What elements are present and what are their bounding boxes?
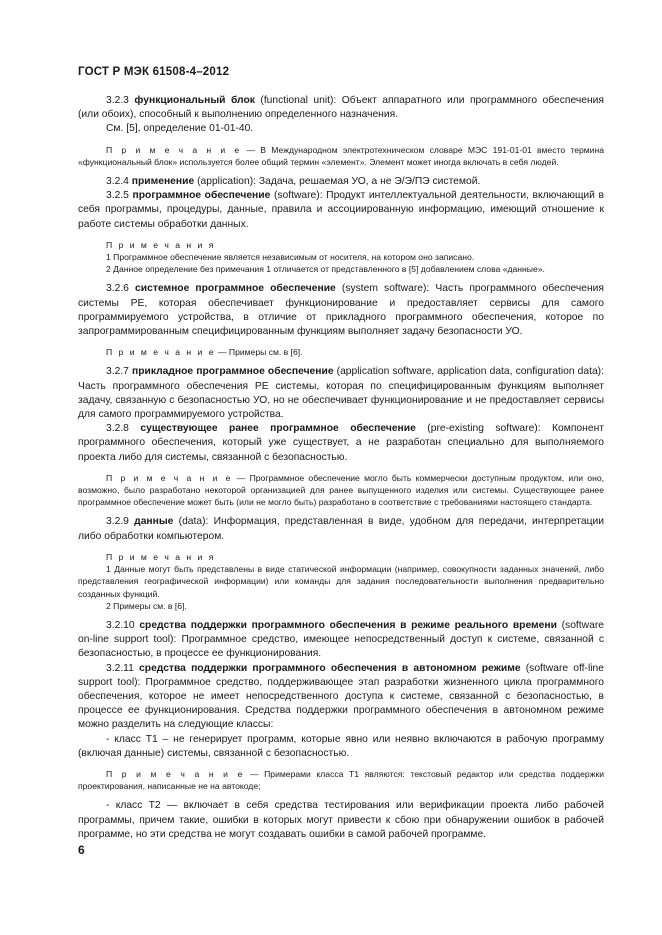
term: системное программное обеспечение (135, 283, 336, 295)
definition-text: (data): Информация, представленная в виде, удобном для передачи, интерпретации либо обработки компьютером. (78, 516, 604, 542)
definition-text: (software): Продукт интеллектуальной деятельности, включающий в себя программы, процедуры, данные, правила и ассоциированную информацию, имеющий отношение к работе системы обработки данных. (78, 190, 604, 230)
definition-3-2-4 (78, 175, 604, 189)
note (78, 346, 604, 358)
definition-text: (functional unit): Объект аппаратного или программного обеспечения (или обоих), способный к выполнению определенного назначения. (78, 95, 604, 121)
definition-3-2-11 (78, 662, 604, 733)
note-text: — Программное обеспечение могло быть коммерчески доступным продуктом, или оно, возможно, было разработано некоторой организацией для ранее выпущенного изделия или системы. Существующее ранее программное обеспечение может быть (или не могло быть) разработано в соответствие с требованиями настоящего стандарта. (78, 472, 605, 508)
note-label: П р и м е ч а н и е (106, 472, 233, 483)
note-2: 2 Примеры см. в [6]. (106, 600, 187, 611)
definition-3-2-3 (78, 94, 604, 122)
notes-label-text: П р и м е ч а н и я (106, 551, 216, 562)
note (78, 768, 604, 792)
clause-number: 3.2.8 (106, 423, 129, 435)
clause-number: 3.2.10 (106, 619, 135, 631)
clause-number: 3.2.6 (106, 283, 129, 295)
note-1: 1 Программное обеспечение является независимым от носителя, на котором оно записано. (106, 252, 475, 263)
definition-3-2-10 (78, 619, 604, 662)
list-item-t2: - класс Т2 — включает в себя средства тестирования или верификации проекта либо рабочей программы, причем такие, ошибки в которых могут привести к сбою при обнаружении ошибок в рабочей программе, но эти средства не могут создавать ошибки в самой рабочей программе. (78, 800, 604, 840)
clause-number: 3.2.3 (106, 95, 129, 106)
notes-label (78, 239, 604, 251)
definition-3-2-5 (78, 189, 604, 232)
list-item-t1: - класс Т1 – не генерирует программ, которые явно или неявно включаются в рабочую программу (включая данные) системы, связанной с безопасностью. (78, 733, 604, 759)
clause-number: 3.2.7 (106, 366, 129, 378)
note-text: — Примерами класса Т1 являются: текстовый редактор или средства поддержки проектирования, написанные не на автокоде; (78, 768, 604, 792)
definition-3-2-6 (78, 282, 604, 339)
term: программное обеспечение (132, 190, 271, 202)
definition-3-2-7 (78, 365, 604, 422)
clause-number: 3.2.9 (106, 516, 129, 528)
definition-text: (software off-line support tool): Программное средство, поддерживающее этап разработки жизненного цикла программного обеспечения, которое не имеет непосредственного доступа к системе, связанной с безопасностью, в процессе ее функционирования. Средства поддержки программного обеспечения в автономном режиме можно разделить на следующие классы: (78, 662, 604, 731)
notes-label (78, 551, 604, 563)
note-label: П р и м е ч а н и е (106, 768, 245, 779)
term: данные (134, 516, 174, 528)
definition-text: (application): Задача, решаемая УО, а не Э/Э/ПЭ системой. (197, 176, 481, 188)
term: средства поддержки программного обеспечения в автономном режиме (139, 662, 521, 674)
term: существующее ранее программное обеспечение (140, 423, 416, 435)
note-text: — Примеры см. в [6]. (217, 347, 303, 358)
term: средства поддержки программного обеспечения в режиме реального времени (139, 619, 557, 631)
clause-number: 3.2.4 (106, 176, 129, 188)
page-number: 6 (78, 843, 85, 857)
clause-number: 3.2.5 (106, 190, 129, 202)
definition-3-2-9 (78, 515, 604, 543)
note-2: 2 Данное определение без примечания 1 отличается от представленного в [5] добавлением слова «данные». (106, 264, 545, 275)
note-label: П р и м е ч а н и е (106, 347, 216, 358)
definition-3-2-8 (78, 422, 604, 465)
term: применение (131, 176, 195, 188)
definition-text: (system software): Часть программного обеспечения системы PE, которая обеспечивает функционирование и предоставляет сервисы для самого программируемого устройства, в отличие от прикладного программного обеспечения, которое по запрограммированным специфицированным функциям выполняет задачу безопасности УО. (78, 283, 604, 338)
notes-label-text: П р и м е ч а н и я (106, 239, 216, 250)
note-text: — В Международном электротехническом словаре МЭС 191-01-01 вместо термина «функциональный блок» используется более общий термин «элемент». Элемент может иногда включать в себя людей. (78, 144, 604, 167)
definition-text: (application software, application data, configuration data): Часть программного обеспечения PE системы, которая по специфицированным функциям выполняет задачу, связанную с безопасностью УО, но не обеспечивает функционирование и не предоставляет сервисы для самого программируемого устройства. (78, 366, 604, 421)
note-label: П р и м е ч а н и е (106, 144, 242, 155)
reference: См. [5], определение 01-01-40. (106, 123, 254, 135)
definition-text: (software on-line support tool): Программное средство, имеющее непосредственный доступ к системе, связанной с безопасностью, в процессе ее функционирования. (78, 619, 604, 660)
page-header: ГОСТ Р МЭК 61508-4–2012 (78, 66, 230, 78)
note (78, 472, 604, 509)
note-1: 1 Данные могут быть представлены в виде статической информации (например, совокупности заданных значений, либо представления географической информации) или команды для задания последовательности выполнения предварительно созданных функций. (78, 564, 604, 599)
term: прикладное программное обеспечение (132, 366, 334, 378)
note (78, 144, 604, 168)
page-content (78, 94, 604, 842)
definition-text: (pre-existing software): Компонент программного обеспечения, который уже существует, а не разработан специально для выполняемого проекта либо для системы, связанной с безопасностью. (78, 423, 604, 463)
term: функциональный блок (134, 95, 255, 106)
clause-number: 3.2.11 (106, 662, 134, 674)
